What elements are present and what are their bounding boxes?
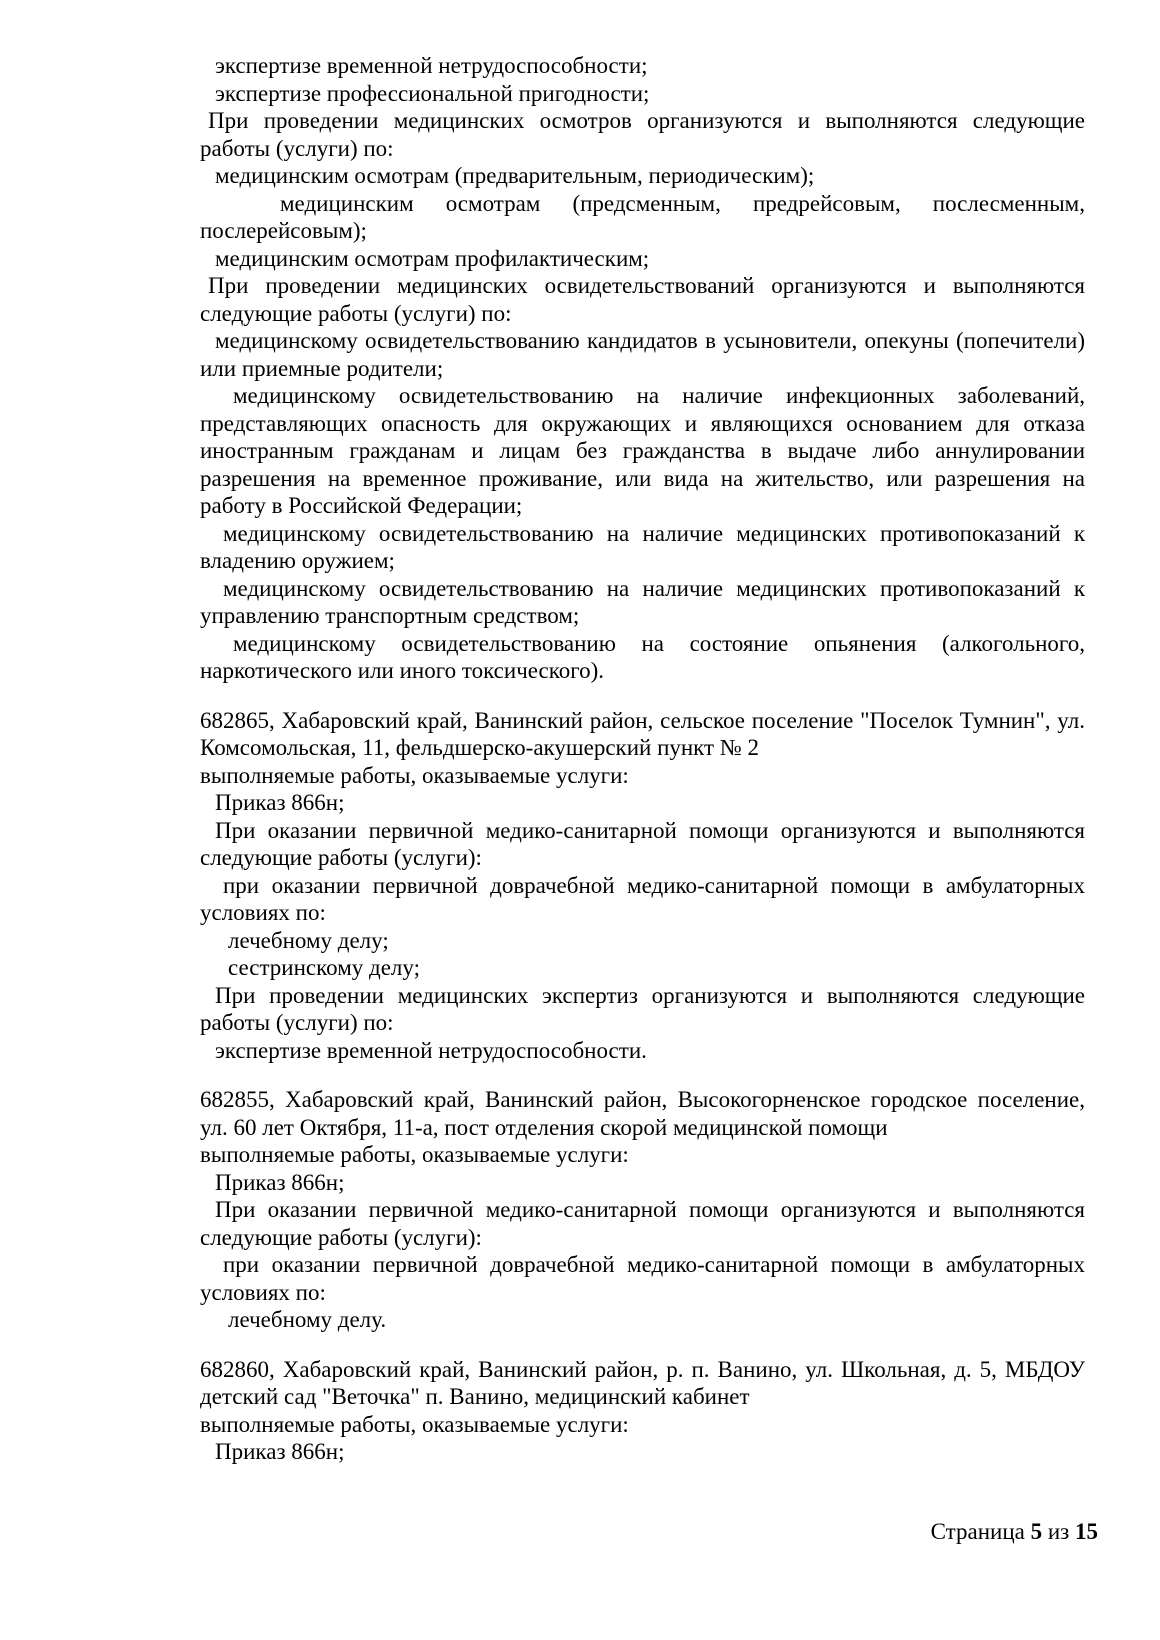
service-item: сестринскому делу; <box>228 955 420 980</box>
service-item: экспертизе временной нетрудоспособности. <box>215 1037 647 1063</box>
service-item: медицинскому освидетельствованию на наличие медицинских противопоказаний к владению оружием; <box>200 520 1085 573</box>
service-item: при оказании первичной доврачебной медико-санитарной помощи в амбулаторных условиях по: <box>200 872 1085 925</box>
service-item: медицинскому освидетельствованию на наличие медицинских противопоказаний к управлению транспортным средством; <box>200 575 1085 628</box>
section-address: 682855, Хабаровский край, Ванинский район, Высокогорненское городское поселение, ул. 60 лет Октября, 11-а, пост отделения скорой медицинской помощи <box>200 1087 1085 1140</box>
page-footer <box>931 1518 1098 1546</box>
order-reference: Приказ 866н; <box>215 1169 345 1195</box>
service-category: При проведении медицинских освидетельствований организуются и выполняются следующие работы (услуги) по: <box>200 273 1085 326</box>
service-item: медицинским осмотрам (предварительным, периодическим); <box>215 163 815 188</box>
location-section <box>200 1086 1085 1334</box>
page-number: 5 <box>1030 1519 1043 1544</box>
service-item: лечебному делу; <box>228 927 389 953</box>
service-item: медицинским осмотрам профилактическим; <box>215 245 650 271</box>
service-item: лечебному делу. <box>228 1307 387 1332</box>
works-services-label: выполняемые работы, оказываемые услуги: <box>200 1411 629 1437</box>
service-item: медицинскому освидетельствованию на состояние опьянения (алкогольного, наркотического или иного токсического). <box>200 630 1085 683</box>
location-section <box>200 707 1085 1065</box>
service-category: При оказании первичной медико-санитарной помощи организуются и выполняются следующие работы (услуги): <box>200 817 1085 870</box>
works-services-label: выполняемые работы, оказываемые услуги: <box>200 1142 629 1167</box>
service-item: экспертизе временной нетрудоспособности; <box>215 53 648 78</box>
service-category: При проведении медицинских осмотров организуются и выполняются следующие работы (услуги) по: <box>200 108 1085 161</box>
section-address: 682860, Хабаровский край, Ванинский район, р. п. Ванино, ул. Школьная, д. 5, МБДОУ детский сад "Веточка" п. Ванино, медицинский кабинет <box>200 1356 1085 1409</box>
service-category: При оказании первичной медико-санитарной помощи организуются и выполняются следующие работы (услуги): <box>200 1197 1085 1250</box>
services-intro-block <box>200 52 1085 685</box>
works-services-label: выполняемые работы, оказываемые услуги: <box>200 762 629 788</box>
service-item: при оказании первичной доврачебной медико-санитарной помощи в амбулаторных условиях по: <box>200 1252 1085 1305</box>
service-item: экспертизе профессиональной пригодности; <box>215 80 650 106</box>
service-item: медицинскому освидетельствованию на наличие инфекционных заболеваний, представляющих опасность для окружающих и являющихся основанием для отказа иностранным гражданам и лицам без гражданства в выдаче либо аннулировании разрешения на временное проживание, или вида на жительство, или разрешения на работу в Российской Федерации; <box>200 383 1085 518</box>
section-address: 682865, Хабаровский край, Ванинский район, сельское поселение "Поселок Тумнин", ул. Комсомольская, 11, фельдшерско-акушерский пункт № 2 <box>200 707 1085 760</box>
total-pages: 15 <box>1075 1519 1098 1544</box>
page-footer-label: Страница <box>930 1519 1025 1544</box>
document-body <box>200 52 1085 1466</box>
order-reference: Приказ 866н; <box>215 790 345 815</box>
service-category: При проведении медицинских экспертиз организуются и выполняются следующие работы (услуги) по: <box>200 982 1085 1035</box>
service-item: медицинским осмотрам (предсменным, предрейсовым, послесменным, послерейсовым); <box>200 190 1085 243</box>
page-footer-of-label: из <box>1047 1519 1070 1544</box>
service-item: медицинскому освидетельствованию кандидатов в усыновители, опекуны (попечители) или приемные родители; <box>200 328 1085 381</box>
location-section <box>200 1356 1085 1466</box>
order-reference: Приказ 866н; <box>215 1439 345 1464</box>
